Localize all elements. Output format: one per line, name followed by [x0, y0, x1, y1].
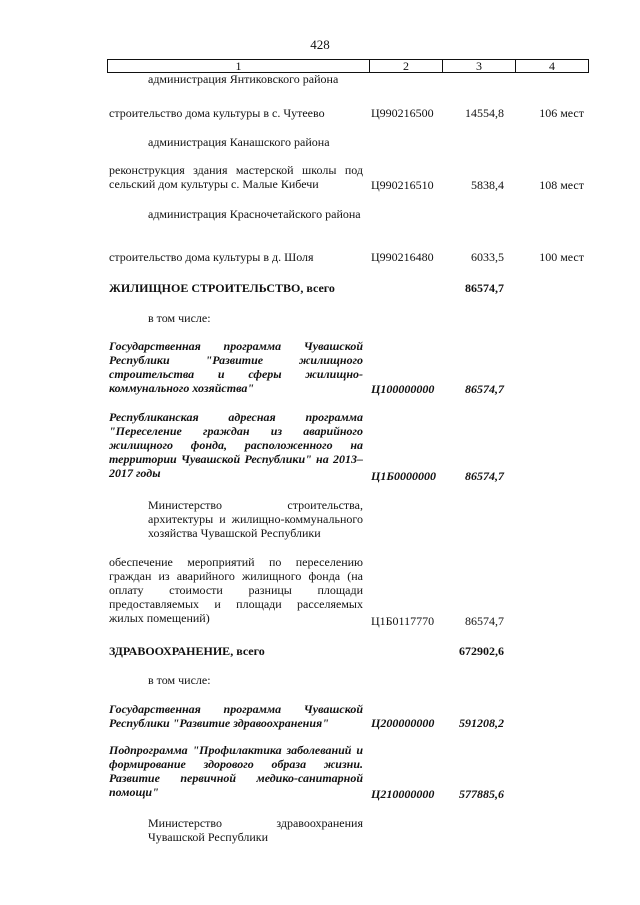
row-amount: 5838,4	[471, 178, 504, 192]
column-header-2: 2	[370, 60, 443, 73]
row-name: администрация Красночетайского района	[148, 207, 361, 221]
program-amount: 86574,7	[465, 469, 504, 483]
program-code: Ц200000000	[371, 716, 435, 730]
row-capacity: 100 мест	[539, 250, 584, 264]
row-amount: 6033,5	[471, 250, 504, 264]
program-amount: 86574,7	[465, 382, 504, 396]
row-amount: 86574,7	[465, 614, 504, 628]
row-name: реконструкция здания мастерской школы под сельский дом культуры с. Малые Кибечи	[109, 163, 363, 191]
program-name: Государственная программа Чувашской Республики "Развитие здравоохранения"	[109, 702, 363, 730]
row-name: Министерство здравоохранения Чувашской Республики	[148, 816, 363, 844]
section-title: ЖИЛИЩНОЕ СТРОИТЕЛЬСТВО, всего	[109, 281, 335, 295]
subprogram-code: Ц210000000	[371, 787, 435, 801]
page-number: 428	[310, 37, 330, 52]
section-title: ЗДРАВООХРАНЕНИЕ, всего	[109, 644, 265, 658]
row-name: Министерство строительства, архитектуры и жилищно-коммунального хозяйства Чувашской Республики	[148, 498, 363, 540]
section-total-amount: 86574,7	[465, 281, 504, 295]
row-name: строительство дома культуры в с. Чутеево	[109, 106, 325, 120]
column-header-4: 4	[516, 60, 589, 73]
row-code: Ц1Б0117770	[371, 614, 435, 628]
row-name: строительство дома культуры в д. Шоля	[109, 250, 314, 264]
row-code: Ц990216480	[371, 250, 434, 264]
row-name: в том числе:	[148, 673, 211, 687]
row-capacity: 108 мест	[539, 178, 584, 192]
row-amount: 14554,8	[465, 106, 504, 120]
subprogram-name: Подпрограмма "Профилактика заболеваний и формирование здорового образа жизни. Развитие первичной медико-санитарной помощи"	[109, 743, 363, 799]
row-name: в том числе:	[148, 311, 211, 325]
row-code: Ц990216510	[371, 178, 434, 192]
row-name: администрация Канашского района	[148, 135, 330, 149]
column-header-1: 1	[108, 60, 370, 73]
row-name: администрация Янтиковского района	[148, 72, 339, 86]
row-capacity: 106 мест	[539, 106, 584, 120]
section-total-amount: 672902,6	[459, 644, 504, 658]
column-header-3: 3	[443, 60, 516, 73]
program-code: Ц100000000	[371, 382, 435, 396]
program-name: Республиканская адресная программа "Переселение граждан из аварийного жилищного фонда, расположенного на территории Чувашской Республики" на 2013–2017 годы	[109, 410, 363, 480]
program-name: Государственная программа Чувашской Республики "Развитие жилищного строительства и сферы жилищно-коммунального хозяйства"	[109, 339, 363, 395]
program-code: Ц1Б0000000	[371, 469, 436, 483]
column-header-table	[107, 59, 589, 73]
row-name: обеспечение мероприятий по переселению граждан из аварийного жилищного фонда (на оплату стоимости разницы площади предоставляемых и площади расселяемых жилых помещений)	[109, 555, 363, 625]
row-code: Ц990216500	[371, 106, 434, 120]
subprogram-amount: 577885,6	[459, 787, 504, 801]
program-amount: 591208,2	[459, 716, 504, 730]
